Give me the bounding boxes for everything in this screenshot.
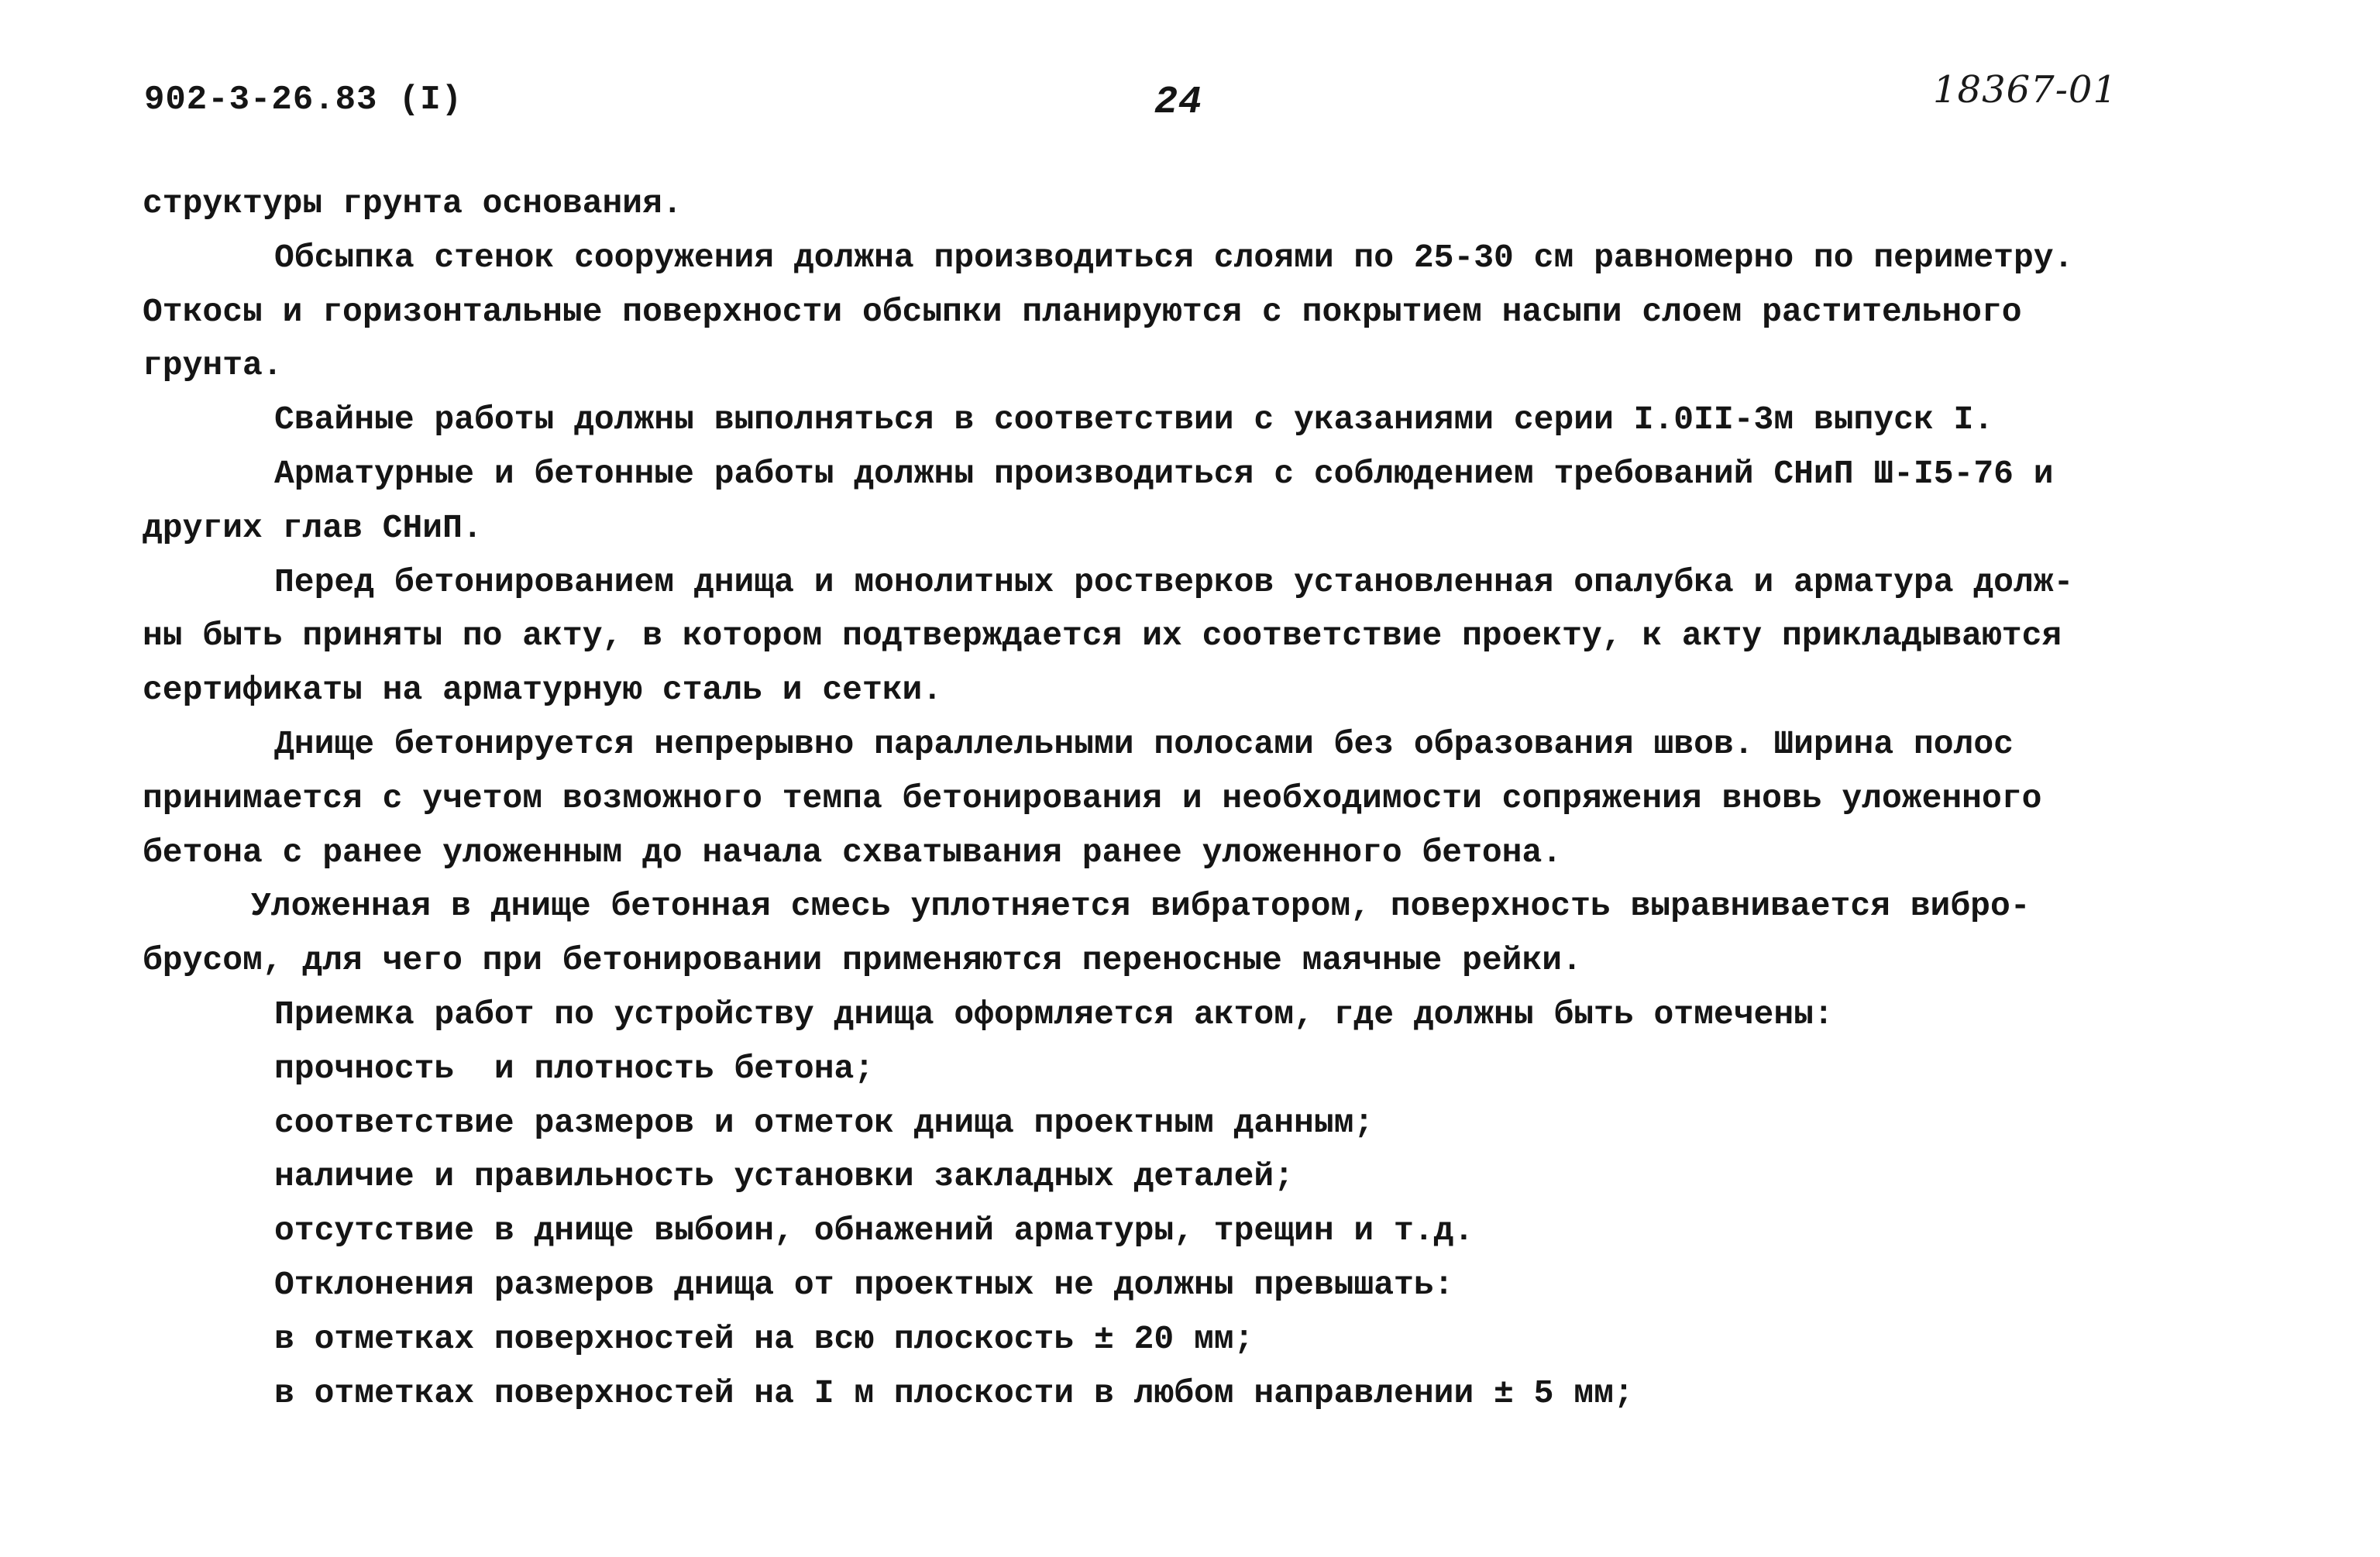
text-line: структуры грунта основания.	[143, 184, 683, 222]
text-line: Арматурные и бетонные работы должны производиться с соблюдением требований СНиП Ш-I5-76 и	[274, 454, 2054, 493]
text-line: Обсыпка стенок сооружения должна производиться слоями по 25-30 см равномерно по периметру.	[274, 238, 2074, 277]
text-line: брусом, для чего при бетонировании применяются переносные маячные рейки.	[143, 941, 1582, 980]
document-code: 902-3-26.83 (I)	[144, 81, 463, 119]
text-line: других глав СНиП.	[143, 508, 483, 547]
text-line: Перед бетонированием днища и монолитных ростверков установленная опалубка и арматура долж-	[274, 562, 2074, 601]
text-line: в отметках поверхностей на I м плоскости в любом направлении ± 5 мм;	[274, 1373, 1634, 1412]
text-line: принимается с учетом возможного темпа бетонирования и необходимости сопряжения вновь уложенного	[143, 778, 2042, 817]
text-line: грунта.	[143, 346, 283, 385]
text-line: сертификаты на арматурную сталь и сетки.	[143, 671, 943, 710]
text-line: Откосы и горизонтальные поверхности обсыпки планируются с покрытием насыпи слоем растительного	[143, 292, 2022, 331]
text-line: Отклонения размеров днища от проектных не должны превышать:	[274, 1265, 1454, 1304]
archive-number-handwritten: 18367-01	[1933, 68, 2117, 112]
text-line: Свайные работы должны выполняться в соответствии с указаниями серии I.0II-3м выпуск I.	[274, 400, 1994, 439]
page-number: 24	[1154, 81, 1203, 125]
text-line: Днище бетонируется непрерывно параллельными полосами без образования швов. Ширина полос	[274, 724, 2014, 763]
text-line: Приемка работ по устройству днища оформляется актом, где должны быть отмечены:	[274, 995, 1834, 1033]
text-line: соответствие размеров и отметок днища проектным данным;	[274, 1103, 1374, 1142]
text-line: отсутствие в днище выбоин, обнажений арматуры, трещин и т.д.	[274, 1212, 1474, 1250]
text-line: в отметках поверхностей на всю плоскость ± 20 мм;	[274, 1319, 1254, 1358]
document-body	[143, 177, 2265, 1420]
text-line: наличие и правильность установки закладных деталей;	[274, 1157, 1295, 1196]
text-line: ны быть приняты по акту, в котором подтверждается их соответствие проекту, к акту прикладываются	[143, 617, 2062, 655]
text-line: прочность и плотность бетона;	[274, 1049, 875, 1088]
text-line: Уложенная в днище бетонная смесь уплотняется вибратором, поверхность выравнивается вибро-	[251, 887, 2031, 926]
text-line: бетона с ранее уложенным до начала схватывания ранее уложенного бетона.	[143, 833, 1563, 871]
